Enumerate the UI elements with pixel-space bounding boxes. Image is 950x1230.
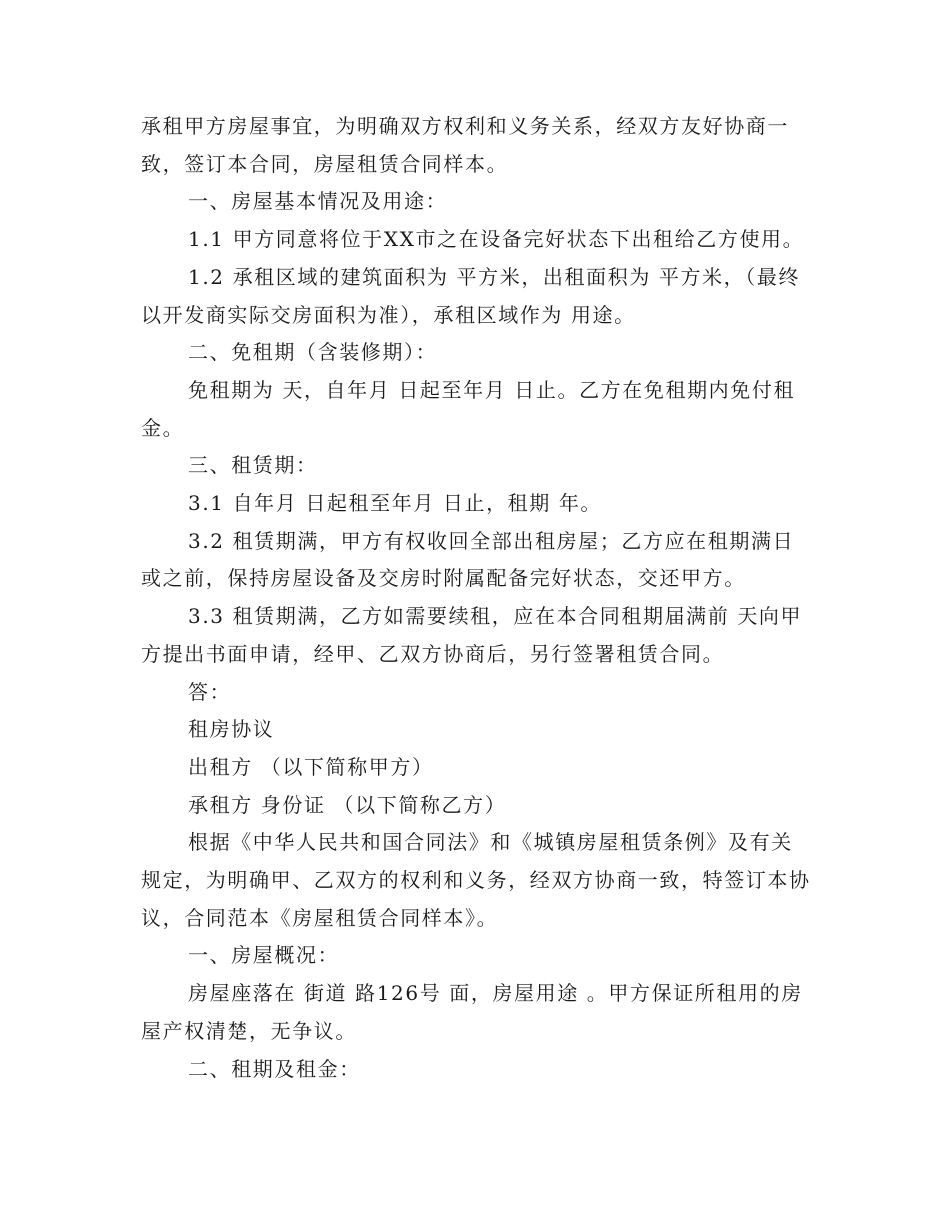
clause-1-2: 1.2 承租区域的建筑面积为 平方米，出租面积为 平方米，（最终以开发商实际交房面积为准），承租区域作为 用途。	[141, 264, 801, 327]
paragraph-intro: 承租甲方房屋事宜，为明确双方权利和义务关系，经双方友好协商一致，签订本合同，房屋租赁合同样本。	[141, 114, 789, 176]
lessor-line: 出租方 （以下简称甲方）	[188, 754, 434, 779]
agreement-title: 租房协议	[188, 717, 275, 742]
heading-term-and-rent: 二、租期及租金：	[188, 1056, 361, 1081]
clause-3-3: 3.3 租赁期满，乙方如需要续租，应在本合同租期届满前 天向甲方提出书面申请，经甲、乙双方协商后，另行签署租赁合同。	[141, 604, 803, 666]
heading-basic-info: 一、房屋基本情况及用途：	[188, 189, 448, 214]
answer-label: 答：	[188, 679, 232, 704]
clause-3-2: 3.2 租赁期满，甲方有权收回全部出租房屋；乙方应在租期满日或之前，保持房屋设备及交房时附属配备完好状态，交还甲方。	[141, 528, 795, 591]
clause-3-1: 3.1 自年月 日起租至年月 日止，租期 年。	[188, 491, 603, 516]
heading-property-overview: 一、房屋概况：	[188, 943, 340, 968]
heading-lease-term: 三、租赁期：	[188, 453, 318, 478]
heading-rent-free: 二、免租期（含装修期）：	[188, 340, 438, 365]
document-page	[141, 108, 811, 1088]
paragraph-rent-free: 免租期为 天，自年月 日起至年月 日止。乙方在免租期内免付租金。	[141, 377, 796, 440]
clause-1-1: 1.1 甲方同意将位于XX市之在设备完好状态下出租给乙方使用。	[188, 227, 805, 252]
paragraph-property-location: 房屋座落在 街道 路126号 面，房屋用途 。甲方保证所租用的房屋产权清楚，无争议。	[141, 981, 803, 1043]
paragraph-legal-basis: 根据《中华人民共和国合同法》和《城镇房屋租赁条例》及有关规定，为明确甲、乙双方的权利和义务，经双方协商一致，特签订本协议，合同范本《房屋租赁合同样本》。	[141, 830, 811, 930]
lessee-line: 承租方 身份证 （以下简称乙方）	[188, 792, 507, 817]
